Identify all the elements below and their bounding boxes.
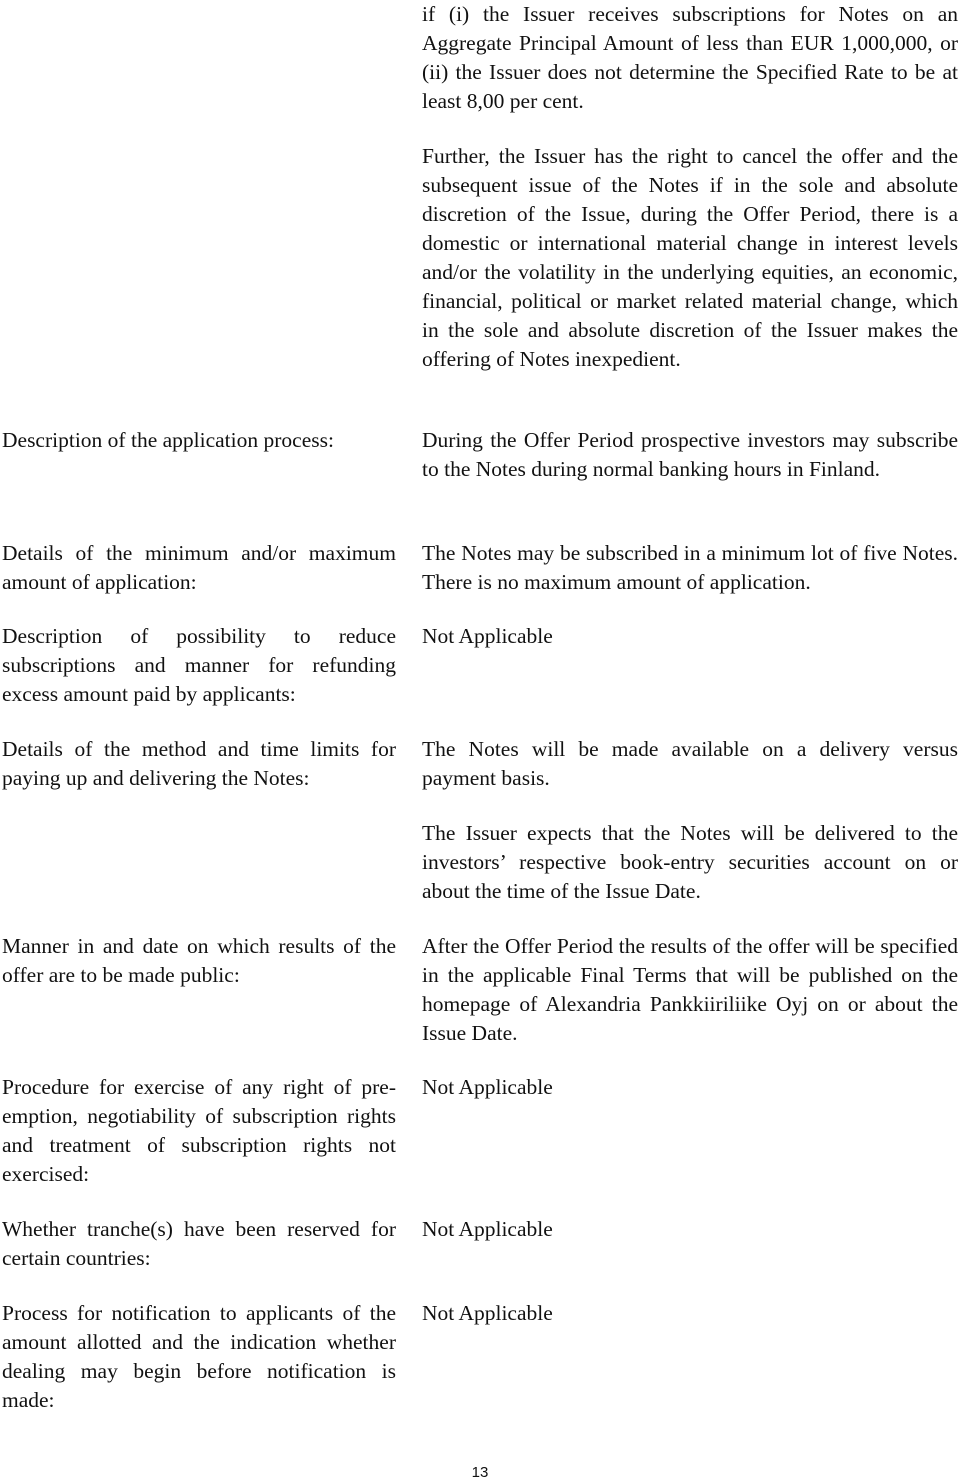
application-process-label: Description of the application process: xyxy=(2,428,334,452)
allotment-notification-value: Not Applicable xyxy=(422,1301,553,1325)
application-amount-label: Details of the minimum and/or maximum amount of application: xyxy=(2,541,396,594)
reduce-subscriptions-label: Description of possibility to reduce subscriptions and manner for refunding excess amount paid by applicants: xyxy=(2,624,396,706)
payment-delivery-label: Details of the method and time limits for paying up and delivering the Notes: xyxy=(2,737,396,790)
offer-conditions-continued-paragraph: if (i) the Issuer receives subscriptions for Notes on an Aggregate Principal Amount of less than EUR 1,000,000, or (ii) the Issuer does not determine the Specified Rate to be at least 8,00 per cent. xyxy=(422,2,958,113)
pre-emption-procedure-value: Not Applicable xyxy=(422,1075,553,1099)
payment-delivery-extra-value: The Issuer expects that the Notes will be delivered to the investors’ respective book-entry securities account on or about the time of the Issue Date. xyxy=(422,821,958,903)
offer-cancellation-paragraph: Further, the Issuer has the right to cancel the offer and the subsequent issue of the Notes if in the sole and absolute discretion of the Issue, during the Offer Period, there is a domestic or international material change in interest levels and/or the volatility in the underlying equities, an economic, financial, political or market related material change, which in the sole and absolute discretion of the Issuer makes the offering of Notes inexpedient. xyxy=(422,144,958,371)
payment-delivery-value: The Notes will be made available on a delivery versus payment basis. xyxy=(422,737,958,790)
application-process-value: During the Offer Period prospective investors may subscribe to the Notes during normal banking hours in Finland. xyxy=(422,428,958,481)
allotment-notification-label: Process for notification to applicants of the amount allotted and the indication whether dealing may begin before notification is made: xyxy=(2,1301,396,1412)
results-publication-value: After the Offer Period the results of the offer will be specified in the applicable Final Terms that will be published on the homepage of Alexandria Pankkiiriliike Oyj on or about the Issue Date. xyxy=(422,934,958,1045)
application-amount-value: The Notes may be subscribed in a minimum lot of five Notes. There is no maximum amount of application. xyxy=(422,541,958,594)
results-publication-label: Manner in and date on which results of the offer are to be made public: xyxy=(2,934,396,987)
page-number: 13 xyxy=(471,1464,489,1481)
pre-emption-procedure-label: Procedure for exercise of any right of pre-emption, negotiability of subscription rights and treatment of subscription rights not exercised: xyxy=(2,1075,396,1186)
reduce-subscriptions-value: Not Applicable xyxy=(422,624,553,648)
tranche-reservation-label: Whether tranche(s) have been reserved for certain countries: xyxy=(2,1217,396,1270)
tranche-reservation-value: Not Applicable xyxy=(422,1217,553,1241)
